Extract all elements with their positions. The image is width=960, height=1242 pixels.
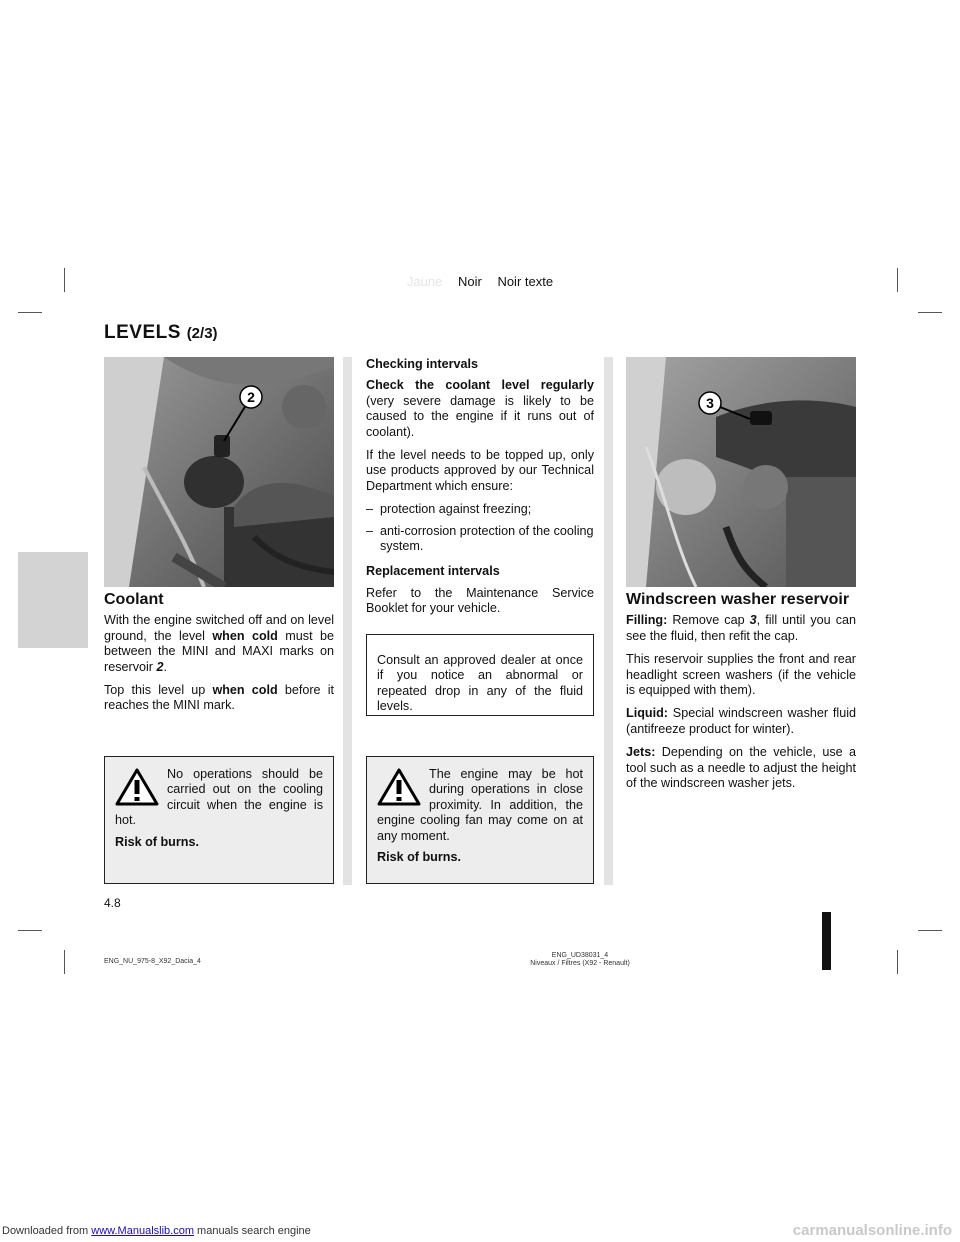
coolant-paragraph-2 xyxy=(104,683,334,714)
topup-paragraph: If the level needs to be topped up, only use products approved by our Technical Department which ensure: xyxy=(366,448,594,493)
text-run-bold: Check the coolant level regularly xyxy=(366,378,594,393)
page-title-sub: (2/3) xyxy=(186,325,218,342)
text-run-bold-italic: 3 xyxy=(749,613,757,628)
text-run-bold: when cold xyxy=(212,628,278,643)
list-item: – anti-corrosion protection of the cooling system. xyxy=(366,524,594,555)
crop-mark xyxy=(918,312,942,313)
print-color-legend xyxy=(0,274,960,289)
engine-washer-photo xyxy=(626,357,856,587)
crop-mark xyxy=(18,930,42,931)
coolant-warning-box xyxy=(104,756,334,884)
download-banner xyxy=(2,1225,311,1237)
intervals-section xyxy=(366,357,594,625)
footer-right-code-line-2: Niveaux / Filtres (X92 - Renault) xyxy=(530,960,630,967)
engine-warning-risk: Risk of burns. xyxy=(377,850,461,865)
marker-2: 2 xyxy=(247,389,255,405)
color-yellow: Jaune xyxy=(406,274,443,289)
engine-coolant-photo xyxy=(104,357,334,587)
page-number: 4.8 xyxy=(104,896,121,910)
chapter-tab xyxy=(18,552,88,648)
checking-intervals-heading: Checking intervals xyxy=(366,357,478,371)
replacement-paragraph: Refer to the Maintenance Service Booklet for your vehicle. xyxy=(366,585,594,616)
washer-filling xyxy=(626,613,856,644)
coolant-section xyxy=(104,592,334,722)
crop-mark xyxy=(64,950,65,974)
warning-triangle-icon xyxy=(115,767,159,807)
dealer-note-box xyxy=(366,634,594,716)
text-run: must be between the MINI and MAXI marks on reservoir xyxy=(104,628,335,674)
requirements-list xyxy=(366,502,594,554)
download-prefix: Downloaded from xyxy=(2,1225,92,1237)
washer-liquid xyxy=(626,706,856,737)
washer-section xyxy=(626,592,856,799)
crop-mark xyxy=(918,930,942,931)
footer-left-code: ENG_NU_975-8_X92_Dacia_4 xyxy=(104,958,201,965)
crop-mark xyxy=(897,950,898,974)
text-run: before it reaches the MINI mark. xyxy=(104,683,334,713)
washer-jets xyxy=(626,745,856,791)
text-run: Depending on the vehicle, use a tool such as a needle to adjust the height of the windscreen washer jets. xyxy=(626,745,856,791)
text-run: , fill until you can see the fluid, then refit the cap. xyxy=(626,613,856,643)
check-paragraph xyxy=(366,378,594,440)
text-run: Remove cap xyxy=(667,613,750,628)
page-title xyxy=(104,322,218,344)
color-black-text: Noir texte xyxy=(497,274,554,289)
coolant-heading: Coolant xyxy=(104,591,164,608)
warning-triangle-icon xyxy=(377,767,421,807)
download-suffix: manuals search engine xyxy=(193,1225,311,1237)
text-run: Top this level up xyxy=(104,683,213,698)
column-separator xyxy=(604,357,613,885)
column-separator xyxy=(343,357,352,885)
replacement-intervals-heading: Replacement intervals xyxy=(366,564,500,579)
edge-bar xyxy=(822,912,831,970)
text-run: (very severe damage is likely to be caused to the engine if it runs out of coolant). xyxy=(366,393,594,439)
text-run-bold: Filling: xyxy=(626,613,668,628)
text-run: Special windscreen washer fluid (antifreeze product for winter). xyxy=(626,706,856,736)
text-run-bold-italic: 2 xyxy=(156,659,164,674)
text-run-bold: when cold xyxy=(212,683,278,698)
list-item: – protection against freezing; xyxy=(366,502,594,517)
dealer-note-text: Consult an approved dealer at once if you notice an abnormal or repeated drop in any of the fluid levels. xyxy=(377,653,583,714)
footer-right-code xyxy=(500,952,660,968)
manualslib-link[interactable]: www.Manualslib.com xyxy=(91,1225,194,1237)
text-run: With the engine switched off and on level ground, the level xyxy=(104,613,334,643)
crop-mark xyxy=(18,312,42,313)
engine-warning-text: The engine may be hot during operations in close proximity. In addition, the engine cooling fan may come on at any moment. xyxy=(377,767,583,843)
coolant-warning-text: No operations should be carried out on the cooling circuit when the engine is hot. xyxy=(115,767,323,828)
page-title-main: LEVELS xyxy=(104,322,181,343)
text-run-bold: Jets: xyxy=(626,745,656,760)
engine-warning-box xyxy=(366,756,594,884)
text-run-bold: Liquid: xyxy=(626,706,668,721)
coolant-paragraph-1 xyxy=(104,613,334,675)
washer-supply: This reservoir supplies the front and rear headlight screen washers (if the vehicle is equipped with them). xyxy=(626,652,856,698)
color-black: Noir xyxy=(457,274,482,289)
washer-heading: Windscreen washer reservoir xyxy=(626,591,850,608)
marker-3: 3 xyxy=(706,395,714,411)
footer-right-code-line-1: ENG_UD38031_4 xyxy=(551,952,609,959)
coolant-warning-risk: Risk of burns. xyxy=(115,834,199,849)
text-run: . xyxy=(163,659,167,674)
watermark: carmanualsonline.info xyxy=(792,1222,952,1239)
